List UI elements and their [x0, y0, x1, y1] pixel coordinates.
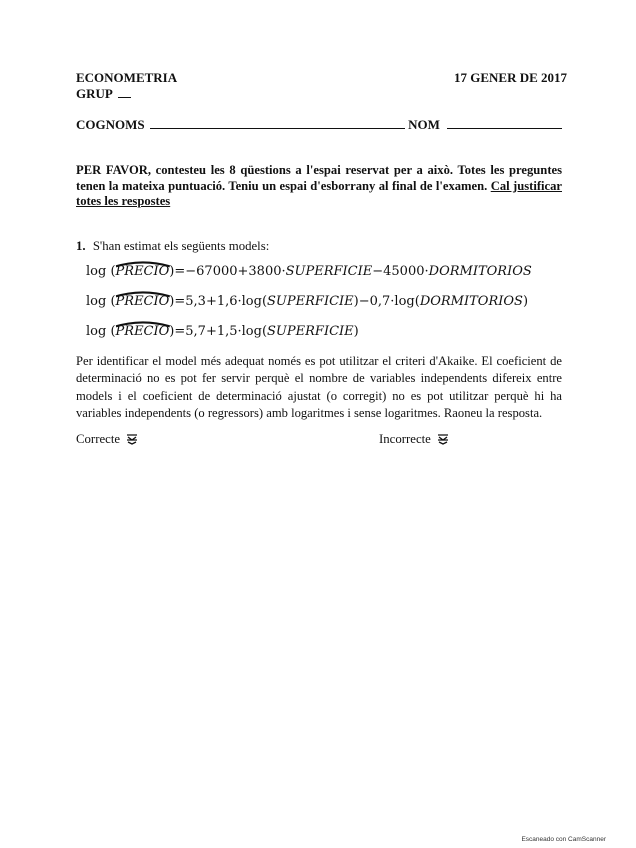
surnames-label: COGNOMS — [76, 117, 145, 132]
course-title: ECONOMETRIA — [76, 70, 178, 85]
model-3-part-c: ) — [353, 324, 359, 339]
model-2-var-superficie: SUPERFICIE — [267, 294, 354, 309]
model-2-formula: log ( PRECIO)=5,3+1,6·log(SUPERFICIE)−0,7·log(DORMITORIOS) — [86, 294, 529, 309]
model-1-part-c: −45000· — [372, 264, 429, 279]
model-2-part-e: ) — [522, 294, 529, 309]
instructions-underlined: Cal justificar totes les respostes — [76, 178, 562, 208]
model-2-var-dormitorios: DORMITORIOS — [419, 294, 523, 309]
option-correct-label: Correcte — [76, 432, 121, 446]
checkbox-icon[interactable] — [437, 433, 449, 449]
log-fn: log — [86, 294, 107, 309]
name-blank[interactable] — [447, 117, 562, 129]
model-1-var-superficie: SUPERFICIE — [285, 264, 373, 279]
option-correct[interactable] — [76, 432, 138, 449]
precio-hat — [116, 294, 170, 309]
question-prompt: S'han estimat els següents models: — [92, 239, 270, 253]
group-blank[interactable] — [118, 86, 131, 98]
precio-hat — [116, 324, 170, 339]
surnames-blank[interactable] — [150, 117, 405, 129]
model-1-formula: log ( PRECIO)=−67000+3800·SUPERFICIE−45000·DORMITORIOS — [86, 264, 532, 279]
precio-var: PRECIO — [115, 294, 170, 309]
model-2-part-a: =5,3+1,6·log( — [174, 294, 268, 309]
log-fn: log — [86, 324, 107, 339]
model-3-var-superficie: SUPERFICIE — [267, 324, 354, 339]
instructions-text: PER FAVOR, contesteu les 8 qüestions a l'espai reservat per a això. Totes les preguntes tenen la mateixa puntuació. Teniu un espai d'esborrany al final de l'examen. — [76, 163, 562, 193]
model-3-formula: log ( PRECIO)=5,7+1,5·log(SUPERFICIE) — [86, 324, 359, 339]
log-fn: log — [86, 264, 107, 279]
name-label: NOM — [408, 117, 440, 132]
option-incorrect-label: Incorrecte — [379, 432, 431, 446]
model-1-var-dormitorios: DORMITORIOS — [428, 264, 532, 279]
exam-date: 17 GENER DE 2017 — [454, 70, 568, 85]
question-statement: Per identificar el model més adequat només es pot utilitzar el criteri d'Akaike. El coeficient de determinació no es pot fer servir perquè el nombre de variables independents difereix entre models i el coeficient de determinació ajustat (o corregit) no es pot utilitzar perquè hi ha variables independents (o regressors) amb logaritmes i sense logaritmes. Raoneu la resposta. — [76, 354, 562, 421]
checkbox-icon[interactable] — [126, 433, 138, 449]
scanner-watermark: Escaneado con CamScanner — [521, 836, 606, 843]
model-2-part-c: )−0,7·log( — [353, 294, 420, 309]
group-label: GRUP — [76, 86, 113, 101]
model-1-part-a: =−67000+3800· — [174, 264, 286, 279]
precio-var: PRECIO — [115, 324, 170, 339]
precio-var: PRECIO — [115, 264, 170, 279]
precio-hat — [116, 264, 170, 279]
surnames-field — [76, 117, 562, 133]
group-field — [76, 86, 131, 102]
model-3-part-a: =5,7+1,5·log( — [174, 324, 268, 339]
question-number: 1. — [76, 239, 86, 253]
question-1-prompt — [76, 239, 269, 254]
option-incorrect[interactable] — [379, 432, 449, 449]
instructions-notice — [76, 163, 562, 210]
